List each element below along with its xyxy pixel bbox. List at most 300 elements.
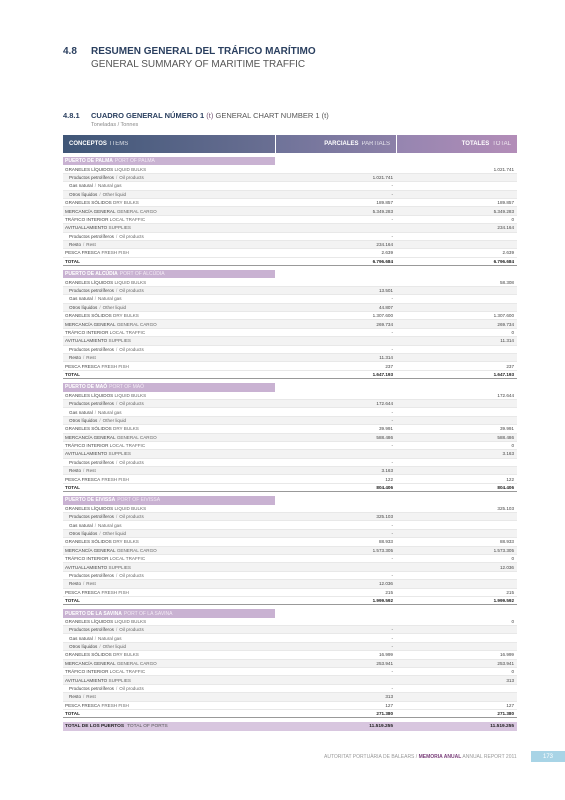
table-row: [63, 233, 517, 241]
row-label-es: GRANELES LÍQUIDOS: [65, 279, 114, 285]
row-label-en: FRESH FISH: [101, 702, 129, 708]
column-header-partials-en: PARTIALS: [361, 141, 390, 147]
grand-total-label: [63, 722, 275, 731]
label-separator: /: [115, 288, 118, 294]
cell-partial: 122: [385, 476, 393, 482]
table-row: [63, 434, 517, 442]
row-label-es: Gas natural: [69, 635, 93, 641]
table-row: [63, 538, 517, 546]
table-row: [63, 651, 517, 659]
row-label: [63, 408, 275, 415]
label-separator: /: [83, 694, 85, 700]
row-label-en: DRY BULKS: [113, 426, 139, 432]
row-label: [63, 304, 275, 311]
subsection-title: [91, 111, 329, 120]
section-title-es: RESUMEN GENERAL DEL TRÁFICO MARÍTIMO: [91, 46, 316, 57]
row-label-es: AVITUALLAMIENTO: [65, 564, 108, 570]
cell-total: 1.573.305: [493, 547, 514, 553]
row-label-en: SUPPLIES: [108, 677, 131, 683]
row-label: [63, 618, 275, 625]
cell-total: [396, 346, 517, 353]
table-row: [63, 475, 517, 483]
row-label-en: SUPPLIES: [108, 451, 131, 457]
cell-partial: 1.021.741: [372, 174, 393, 180]
cell-total: 1.307.600: [493, 313, 514, 319]
row-label: [63, 216, 275, 223]
row-label-es: PESCA FRESCA: [65, 363, 101, 369]
table-row: [63, 442, 517, 450]
cell-total: 0: [511, 556, 514, 562]
cell-partial: 234.164: [376, 242, 393, 248]
row-label-es: PESCA FRESCA: [65, 702, 101, 708]
row-label: [63, 693, 275, 700]
row-label-es: Productos petrolíferos: [69, 174, 114, 180]
label-separator: /: [99, 530, 101, 536]
subsection-number: 4.8.1: [63, 111, 80, 120]
port-name-en: PORT OF MAÓ: [109, 384, 144, 391]
row-label-en: GENERAL CARGO: [116, 321, 157, 327]
cell-total: 11.314: [500, 338, 514, 344]
row-label-es: Otros líquidos: [69, 530, 98, 536]
row-label-en: Natural gas: [98, 522, 122, 528]
row-label-es: PESCA FRESCA: [65, 589, 101, 595]
row-label-es: AVITUALLAMIENTO: [65, 338, 108, 344]
row-label-en: FRESH FISH: [101, 589, 129, 595]
cell-total: 6.796.684: [493, 258, 514, 264]
row-label-en: Oil products: [119, 686, 144, 692]
row-label-es: MERCANCÍA GENERAL: [65, 321, 116, 327]
row-label: [63, 467, 275, 474]
cell-partial: 189.857: [376, 200, 393, 206]
cell-partial: 237: [385, 363, 393, 369]
table-row: [63, 295, 517, 303]
row-label-en: Oil products: [119, 572, 144, 578]
table-row: [63, 513, 517, 521]
grand-total-total: 11.519.255: [490, 724, 514, 730]
row-label-es: PESCA FRESCA: [65, 250, 101, 256]
subsection-title-es-unit: (t): [206, 111, 214, 120]
cell-total: [396, 417, 517, 424]
port-name-es: PUERTO DE LA SAVINA: [65, 610, 122, 617]
row-label-en: LIQUID BULKS: [114, 166, 147, 172]
row-label-es: Productos petrolíferos: [69, 627, 114, 633]
row-label: [63, 346, 275, 353]
row-label-es: Otros líquidos: [69, 191, 98, 197]
row-label-es: GRANELES SÓLIDOS: [65, 426, 112, 432]
row-label: [63, 417, 275, 424]
table-row: [63, 634, 517, 642]
cell-total: [396, 530, 517, 537]
cell-total: 1.647.193: [493, 371, 514, 377]
label-separator: /: [94, 522, 97, 528]
cell-partial: 13.501: [378, 288, 393, 294]
row-label-en: GENERAL CARGO: [116, 208, 157, 214]
row-label: [63, 287, 275, 294]
cell-total: [396, 295, 517, 302]
table-row: [63, 450, 517, 458]
table-row: [63, 362, 517, 370]
cell-partial: [275, 278, 396, 285]
row-label: [63, 563, 275, 570]
row-label-es: Otros líquidos: [69, 417, 98, 423]
row-label-es: GRANELES LÍQUIDOS: [65, 392, 114, 398]
table-row: [63, 392, 517, 400]
row-label: [63, 320, 275, 327]
cell-total: 325.103: [497, 505, 514, 511]
cell-partial: -: [391, 635, 393, 641]
label-separator: /: [83, 581, 85, 587]
cell-partial: 588.486: [376, 434, 393, 440]
row-label: [63, 634, 275, 641]
page-number: 173: [531, 751, 565, 762]
cell-partial: 2.639: [381, 250, 393, 256]
row-label: [63, 710, 275, 717]
row-label-en: LOCAL TRAFFIC: [109, 443, 146, 449]
column-header-totals-es: TOTALES: [461, 141, 490, 147]
cell-partial: -: [391, 686, 393, 692]
row-label-en: Natural gas: [98, 409, 122, 415]
table-row: [63, 165, 517, 173]
table-row: [63, 547, 517, 555]
cell-partial: 1.647.193: [372, 371, 393, 377]
row-label-es: GRANELES LÍQUIDOS: [65, 505, 114, 511]
row-label-en: GENERAL CARGO: [116, 434, 157, 440]
subsection-title-es: CUADRO GENERAL NÚMERO 1: [91, 111, 205, 120]
row-label-es: Productos petrolíferos: [69, 233, 114, 239]
table-row: [63, 685, 517, 693]
port-name-es: PUERTO DE MAÓ: [65, 384, 108, 391]
row-label-es: GRANELES LÍQUIDOS: [65, 618, 114, 624]
cell-partial: 39.991: [378, 426, 393, 432]
cell-partial: 127: [385, 702, 393, 708]
cell-total: [396, 626, 517, 633]
cell-partial: -: [391, 346, 393, 352]
table-row: [63, 530, 517, 538]
column-header-partials-es: PARCIALES: [324, 141, 359, 147]
row-label: [63, 643, 275, 650]
row-label-es: Productos petrolíferos: [69, 686, 114, 692]
row-label-en: LOCAL TRAFFIC: [109, 669, 146, 675]
column-header-partials: [275, 135, 396, 153]
cell-partial: 172.644: [376, 401, 393, 407]
row-label-es: GRANELES SÓLIDOS: [65, 652, 112, 658]
port-rows: [63, 278, 517, 379]
table-row: [63, 182, 517, 190]
cell-partial: 6.796.684: [372, 258, 393, 264]
table-row: [63, 337, 517, 345]
row-label: [63, 191, 275, 198]
cell-partial: [275, 505, 396, 512]
cell-total: 234.164: [497, 225, 514, 231]
cell-partial: -: [391, 644, 393, 650]
row-label: [63, 392, 275, 399]
traffic-table: [63, 135, 517, 731]
table-row: [63, 241, 517, 249]
port-rows: [63, 165, 517, 266]
row-label-en: Natural gas: [98, 296, 122, 302]
port-header: [63, 609, 275, 617]
row-label-en: Oil products: [119, 346, 144, 352]
row-label: [63, 165, 275, 172]
row-label: [63, 199, 275, 206]
cell-partial: 253.941: [376, 660, 393, 666]
subsection-title-en: GENERAL CHART NUMBER 1 (t): [215, 111, 329, 120]
cell-total: 122: [506, 476, 514, 482]
row-label-en: LIQUID BULKS: [114, 279, 147, 285]
cell-total: [396, 693, 517, 700]
table-row: [63, 589, 517, 597]
row-label-en: DRY BULKS: [113, 313, 139, 319]
cell-total: [396, 174, 517, 181]
row-label: [63, 538, 275, 545]
cell-total: [396, 580, 517, 587]
row-label-en: SUPPLIES: [108, 225, 131, 231]
row-label-en: Oil products: [119, 627, 144, 633]
row-label-en: Other liquid: [102, 304, 127, 310]
cell-total: 88.933: [499, 539, 514, 545]
row-label: [63, 425, 275, 432]
cell-total: 58.308: [499, 279, 514, 285]
cell-total: 189.857: [497, 200, 514, 206]
page-footer: [324, 754, 517, 760]
row-label-es: TOTAL: [65, 258, 80, 264]
row-label-es: Otros líquidos: [69, 644, 98, 650]
port-name-en: PORT OF EIVISSA: [117, 497, 161, 504]
ports-container: [63, 157, 517, 718]
row-label: [63, 668, 275, 675]
row-label-es: Productos petrolíferos: [69, 514, 114, 520]
row-label-en: Oil products: [119, 174, 144, 180]
cell-total: 39.991: [499, 426, 514, 432]
cell-total: [396, 400, 517, 407]
table-row: [63, 216, 517, 224]
cell-total: [396, 408, 517, 415]
column-header-concepts: [63, 135, 275, 153]
port-header: [63, 270, 275, 278]
cell-total: [396, 182, 517, 189]
port-rows: [63, 618, 517, 719]
port-header: [63, 496, 275, 504]
cell-partial: -: [391, 627, 393, 633]
row-label: [63, 521, 275, 528]
label-separator: /: [83, 242, 85, 248]
table-row: [63, 400, 517, 408]
row-label: [63, 354, 275, 361]
row-label-es: GRANELES LÍQUIDOS: [65, 166, 114, 172]
cell-total: [396, 233, 517, 240]
cell-partial: [275, 676, 396, 683]
row-label-en: Natural gas: [98, 183, 122, 189]
table-row: [63, 174, 517, 182]
table-row: [63, 304, 517, 312]
cell-partial: [275, 618, 396, 625]
table-row: [63, 354, 517, 362]
port-header: [63, 157, 275, 165]
row-label: [63, 278, 275, 285]
table-row: [63, 346, 517, 354]
row-label-es: TRÁFICO INTERIOR: [65, 330, 109, 335]
label-separator: /: [94, 296, 97, 302]
row-label-en: Other liquid: [102, 191, 127, 197]
label-separator: /: [115, 514, 118, 520]
table-row: [63, 312, 517, 320]
row-label-en: FRESH FISH: [101, 476, 129, 482]
row-label: [63, 312, 275, 319]
port-name-es: PUERTO DE ALCÚDIA: [65, 271, 118, 278]
label-separator: /: [115, 233, 118, 239]
port-total-row: [63, 484, 517, 492]
cell-total: 0: [511, 216, 514, 222]
row-label-es: Otros líquidos: [69, 304, 98, 310]
row-label: [63, 182, 275, 189]
cell-partial: -: [391, 183, 393, 189]
table-row: [63, 417, 517, 425]
cell-total: 0: [511, 330, 514, 335]
row-label-en: LOCAL TRAFFIC: [109, 556, 146, 562]
row-label-en: Rest: [86, 468, 96, 474]
cell-total: [396, 354, 517, 361]
row-label-en: LOCAL TRAFFIC: [109, 216, 146, 222]
cell-partial: 88.933: [378, 539, 393, 545]
row-label-es: MERCANCÍA GENERAL: [65, 660, 116, 666]
table-row: [63, 278, 517, 286]
table-row: [63, 626, 517, 634]
cell-total: [396, 572, 517, 579]
row-label-es: Resto: [69, 468, 82, 474]
row-label-en: SUPPLIES: [108, 564, 131, 570]
column-header-concepts-es: CONCEPTOS: [69, 141, 107, 147]
cell-total: 0: [511, 669, 514, 675]
cell-total: 1.021.741: [493, 166, 514, 172]
table-row: [63, 676, 517, 684]
cell-partial: 325.103: [376, 514, 393, 520]
cell-partial: 1.307.600: [372, 313, 393, 319]
row-label-en: DRY BULKS: [113, 539, 139, 545]
row-label: [63, 450, 275, 457]
row-label-es: TRÁFICO INTERIOR: [65, 669, 109, 675]
row-label-es: TOTAL: [65, 371, 80, 377]
row-label: [63, 676, 275, 683]
column-header-totals: [396, 135, 517, 153]
cell-partial: -: [391, 233, 393, 239]
footer-org: AUTORITAT PORTUÀRIA DE BALEARS: [324, 754, 415, 760]
cell-partial: -: [391, 330, 393, 335]
cell-partial: -: [391, 409, 393, 415]
row-label-es: Gas natural: [69, 296, 93, 302]
table-row: [63, 580, 517, 588]
row-label-es: MERCANCÍA GENERAL: [65, 208, 116, 214]
port-total-row: [63, 597, 517, 605]
cell-total: [396, 467, 517, 474]
row-label: [63, 371, 275, 378]
row-label-en: FRESH FISH: [101, 250, 129, 256]
label-separator: /: [83, 355, 85, 361]
cell-total: [396, 643, 517, 650]
row-label: [63, 589, 275, 596]
row-label: [63, 597, 275, 604]
row-label: [63, 329, 275, 336]
cell-total: 269.734: [497, 321, 514, 327]
cell-partial: -: [391, 530, 393, 536]
cell-total: [396, 191, 517, 198]
row-label-es: TRÁFICO INTERIOR: [65, 443, 109, 449]
row-label-es: Gas natural: [69, 183, 93, 189]
row-label: [63, 572, 275, 579]
cell-total: 253.941: [497, 660, 514, 666]
table-row: [63, 643, 517, 651]
row-label-es: AVITUALLAMIENTO: [65, 677, 108, 683]
section-title-en: GENERAL SUMMARY OF MARITIME TRAFFIC: [91, 59, 306, 70]
cell-total: 0: [511, 618, 514, 624]
row-label-en: LIQUID BULKS: [114, 505, 147, 511]
label-separator: /: [115, 346, 118, 352]
port-name-es: PUERTO DE PALMA: [65, 158, 113, 165]
row-label-en: Natural gas: [98, 635, 122, 641]
row-label-en: GENERAL CARGO: [116, 660, 157, 666]
cell-partial: -: [391, 522, 393, 528]
row-label: [63, 337, 275, 344]
grand-total-row: [63, 722, 517, 731]
cell-total: [396, 287, 517, 294]
label-separator: /: [115, 459, 118, 465]
table-row: [63, 555, 517, 563]
row-label: [63, 475, 275, 482]
port-header: [63, 383, 275, 391]
label-separator: /: [83, 468, 85, 474]
row-label: [63, 362, 275, 369]
row-label-es: GRANELES SÓLIDOS: [65, 539, 112, 545]
row-label-en: Oil products: [119, 233, 144, 239]
row-label-en: Other liquid: [102, 530, 127, 536]
row-label-es: GRANELES SÓLIDOS: [65, 313, 112, 319]
cell-total: [396, 459, 517, 466]
footer-report-en: ANNUAL REPORT 2011: [462, 754, 517, 760]
row-label: [63, 505, 275, 512]
port-rows: [63, 505, 517, 606]
cell-total: [396, 634, 517, 641]
row-label: [63, 295, 275, 302]
row-label: [63, 459, 275, 466]
cell-total: 12.036: [499, 564, 514, 570]
label-separator: /: [115, 572, 118, 578]
grand-total-label-es: TOTAL DE LOS PUERTOS: [65, 724, 125, 730]
row-label-en: FRESH FISH: [101, 363, 129, 369]
port-name-es: PUERTO DE EIVISSA: [65, 497, 116, 504]
row-label: [63, 258, 275, 265]
cell-partial: 16.999: [378, 652, 393, 658]
cell-partial: 271.380: [376, 711, 393, 717]
row-label-en: SUPPLIES: [108, 338, 131, 344]
row-label-en: LIQUID BULKS: [114, 618, 147, 624]
row-label-es: Gas natural: [69, 409, 93, 415]
grand-total-partial: 11.519.255: [369, 724, 393, 730]
port-total-row: [63, 258, 517, 266]
table-row: [63, 572, 517, 580]
cell-partial: -: [391, 443, 393, 449]
cell-total: [396, 304, 517, 311]
cell-total: 0: [511, 443, 514, 449]
cell-partial: 3.163: [381, 468, 393, 474]
row-label-es: Resto: [69, 694, 82, 700]
cell-partial: [275, 165, 396, 172]
label-separator: /: [99, 304, 101, 310]
grand-total-label-en: TOTAL OF PORTS: [127, 724, 168, 730]
port-total-row: [63, 371, 517, 379]
row-label-es: TRÁFICO INTERIOR: [65, 216, 109, 222]
row-label-en: Oil products: [119, 288, 144, 294]
cell-partial: [275, 563, 396, 570]
row-label: [63, 241, 275, 248]
